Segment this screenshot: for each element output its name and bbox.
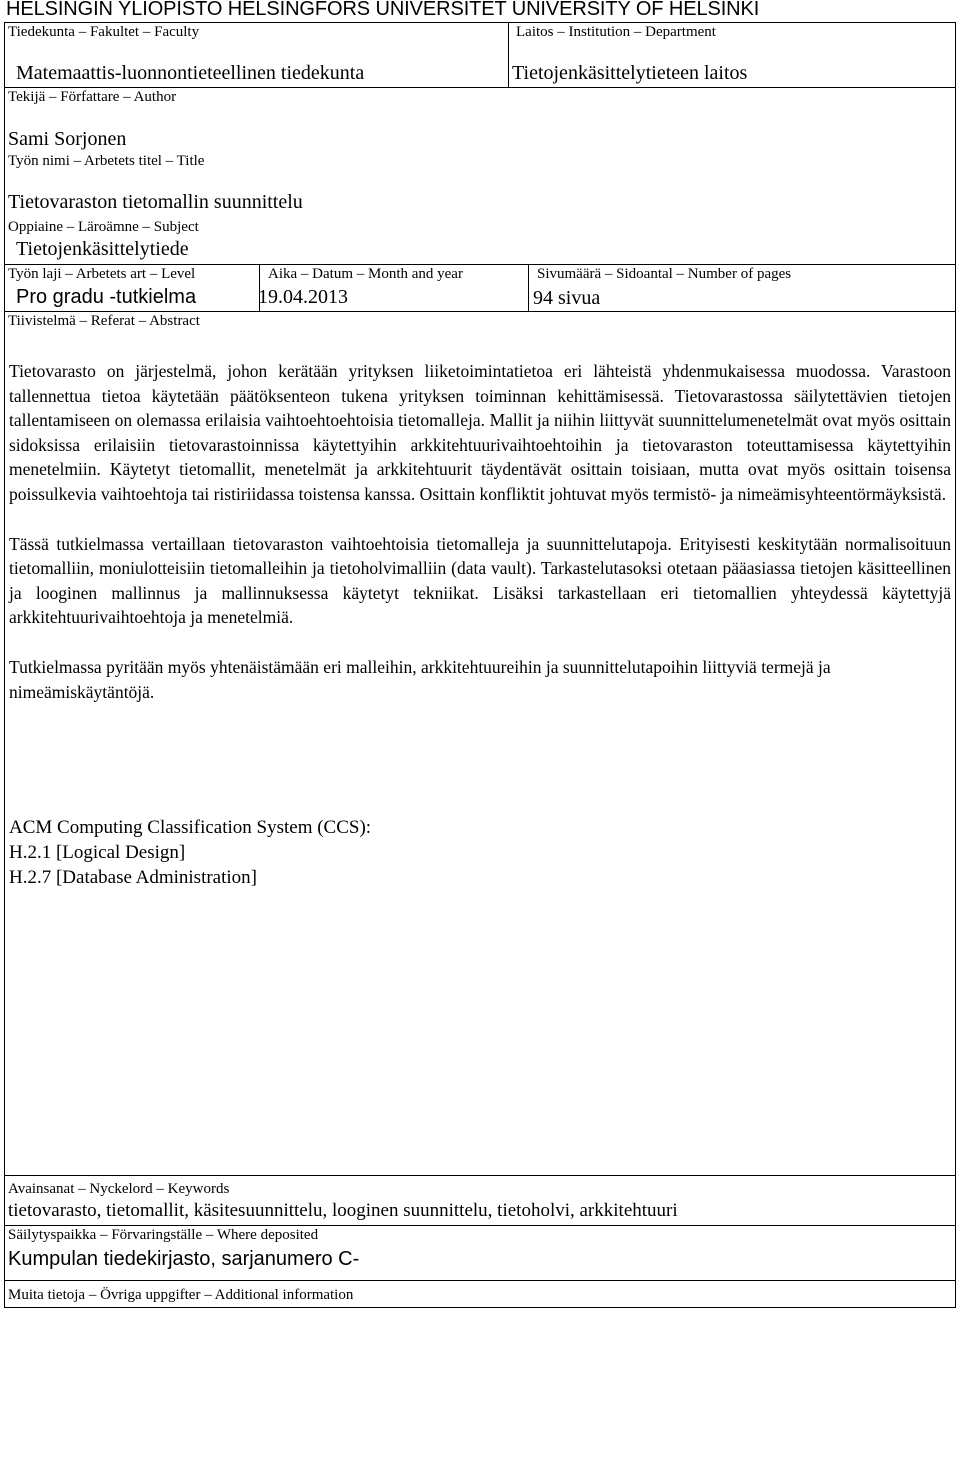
- pages-value: 94 sivua: [533, 287, 601, 309]
- department-value: Tietojenkäsittelytieteen laitos: [512, 62, 748, 84]
- acm-item: H.2.1 [Logical Design]: [9, 842, 186, 863]
- subject-value: Tietojenkäsittelytiede: [16, 238, 189, 260]
- deposited-label: Säilytyspaikka – Förvaringställe – Where deposited: [8, 1227, 319, 1243]
- faculty-label: Tiedekunta – Fakultet – Faculty: [8, 24, 200, 40]
- faculty-value: Matemaattis-luonnontieteellinen tiedekunta: [16, 62, 365, 84]
- frame-left-line: [4, 22, 5, 1308]
- date-value: 19.04.2013: [258, 286, 348, 308]
- faculty-row-bottom-line: [4, 87, 956, 88]
- acm-item: H.2.7 [Database Administration]: [9, 867, 258, 888]
- acm-classification: [9, 815, 371, 890]
- frame-bottom-line: [4, 1307, 956, 1308]
- abstract-paragraph-1: Tietovarasto on järjestelmä, johon kerätään yrityksen liiketoimintatietoa eri lähteistä yhdenmukaisessa muodossa. Varastoon tallennettua tietoa käytetään päätöksenteon tukena yrityksen toiminnan kehittämisessä. Tietovarastossa säilytettävien tietojen tallentamiseen on olemassa erilaisia vaihtoehtoehtoisia tietomalleja. Mallit ja niihin liittyvät suunnittelumenetelmät ovat myös osittain sidoksissa erilaisiin tietovarastoinnissa käytettyihin arkkitehtuurivaihtoehtoihin ja tietovaraston toteuttamisessa käytettyihin menetelmiin. Käytetyt tietomallit, menetelmät ja arkkitehtuurit täydentävät osittain toisiaan, mutta ovat myös osittain toisensa poissulkevia vaihtoehtoja tai ristiriidassa toistensa kanssa. Osittain konfliktit johtuvat myös termistö- ja nimeämisyhteentörmäyksistä.: [9, 361, 951, 504]
- title-value: Tietovaraston tietomallin suunnittelu: [8, 191, 303, 213]
- level-value: Pro gradu -tutkielma: [16, 286, 197, 308]
- abstract-paragraph-3: Tutkielmassa pyritään myös yhtenäistämään eri malleihin, arkkitehtuureihin ja suunnittelutapoihin liittyviä termejä ja nimeämiskäytäntöjä.: [9, 656, 831, 702]
- keywords-value: tietovarasto, tietomallit, käsitesuunnittelu, looginen suunnittelu, tietoholvi, arkkitehtuuri: [8, 1200, 678, 1221]
- acm-heading: ACM Computing Classification System (CCS):: [9, 817, 372, 838]
- faculty-department-divider: [508, 22, 509, 87]
- author-label: Tekijä – Författare – Author: [8, 89, 177, 105]
- date-label: Aika – Datum – Month and year: [268, 266, 463, 282]
- department-label: Laitos – Institution – Department: [516, 24, 716, 40]
- abstract-label: Tiivistelmä – Referat – Abstract: [8, 313, 200, 329]
- deposited-row-bottom-line: [4, 1280, 956, 1281]
- abstract-body: [9, 359, 951, 729]
- pages-label: Sivumäärä – Sidoantal – Number of pages: [537, 266, 792, 282]
- subject-row-bottom-line: [4, 264, 956, 265]
- level-row-bottom-line: [4, 311, 956, 312]
- frame-right-line: [955, 22, 956, 1308]
- keywords-label: Avainsanat – Nyckelord – Keywords: [8, 1181, 230, 1197]
- keywords-row-bottom-line: [4, 1225, 956, 1226]
- level-label: Työn laji – Arbetets art – Level: [8, 266, 196, 282]
- abstract-bottom-line: [4, 1175, 956, 1176]
- subject-label: Oppiaine – Läroämne – Subject: [8, 219, 199, 235]
- frame-top-line: [4, 22, 956, 23]
- date-pages-divider: [528, 264, 529, 311]
- title-label: Työn nimi – Arbetets titel – Title: [8, 153, 205, 169]
- university-header: HELSINGIN YLIOPISTO HELSINGFORS UNIVERSITET UNIVERSITY OF HELSINKI: [6, 0, 760, 20]
- author-value: Sami Sorjonen: [8, 128, 127, 150]
- abstract-paragraph-2: Tässä tutkielmassa vertaillaan tietovaraston vaihtoehtoisia tietomalleja ja suunnittelutapoja. Erityisesti keskitytään normalisoituun tietomalliin, moniulotteisiin tietomalleihin ja tietoholvimalliin (data vault). Tarkastelutasoksi otetaan pääasiassa tietojen käsitteellinen ja looginen mallinnus ja mallinnuksessa käytetyt tekniikat. Lisäksi tarkastellaan eri tietomallien yhteydessä käytettyjä arkkitehtuurivaihtoehtoja ja menetelmiä.: [9, 533, 951, 628]
- deposited-value: Kumpulan tiedekirjasto, sarjanumero C-: [8, 1248, 360, 1270]
- additional-info-label: Muita tietoja – Övriga uppgifter – Additional information: [8, 1287, 354, 1303]
